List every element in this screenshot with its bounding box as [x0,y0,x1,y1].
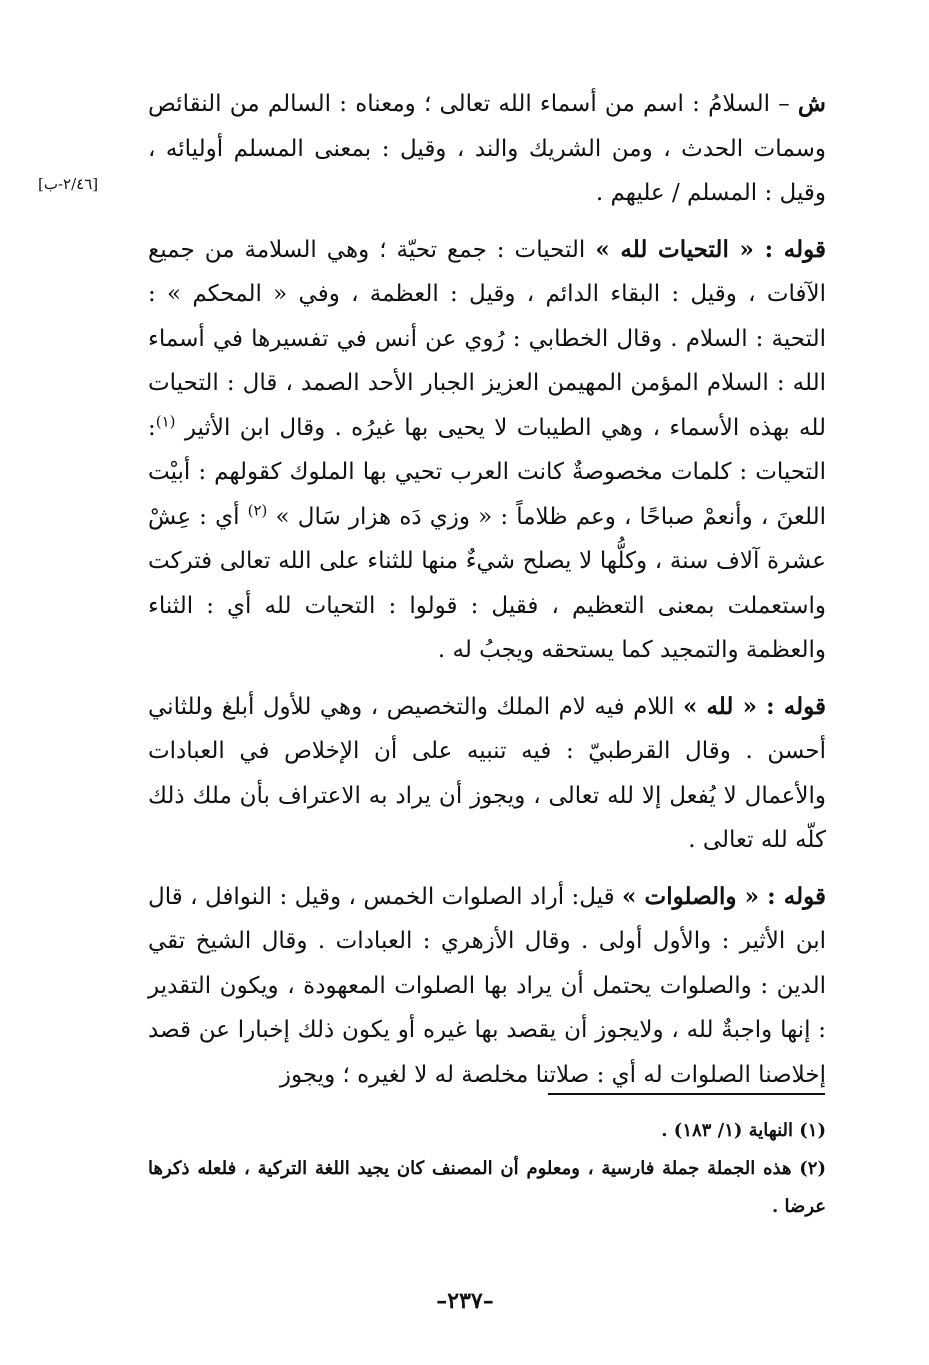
paragraph-body-end: أي : عِشْ عشرة آلاف سنة ، وكلُّها لا يصلح شيءٌ منها للثناء على الله تعالى فتركت واستعملت بمعنى التعظيم ، فقيل : قولوا : التحيات لله أي : الثناء والعظمة والتمجيد كما يستحقه ويجبُ له . [148,503,826,663]
paragraph-lead: ش [797,90,826,117]
paragraph-salam [148,82,826,216]
paragraph-body-continued: : التحيات : كلمات مخصوصةٌ كانت العرب تحيي بها الملوك كقولهم : أبيْت اللعنَ ، وأنعمْ صباحًا ، وعم ظلاماً : « وزي دَه هزار سَال » [148,414,826,530]
footnote-2: (٢) هذه الجملة جملة فارسية ، ومعلوم أن المصنف كان يجيد اللغة التركية ، فلعله ذكرها عرضا . [148,1158,826,1217]
footnote-marker: (١) [155,411,176,430]
paragraph-lead: قوله : « التحيات لله » [595,235,826,263]
footnote-marker: (٢) [247,500,268,519]
paragraph-tahiyyat [148,228,826,673]
paragraph-body: التحيات : جمع تحيّة ؛ وهي السلامة من جميع الآفات ، وقيل : البقاء الدائم ، وقيل : العظمة ، وفي « المحكم » : التحية : السلام . وقال الخطابي : رُوي عن أنس في تفسيرها في أسماء الله : السلام المؤمن المهيمن العزيز الجبار الأحد الصمد ، قال : التحيات لله بهذه الأسماء ، وهي الطيبات لا يحيى بها غيرُه . وقال ابن الأثير [148,236,826,441]
main-text [148,82,826,1097]
paragraph-salawat [148,875,826,1098]
paragraph-lead: قوله : « والصلوات » [622,882,826,910]
paragraph-lillah [148,685,826,863]
paragraph-body: اللام فيه لام الملك والتخصيص ، وهي للأول أبلغ وللثاني أحسن . وقال القرطبيّ : فيه تنبيه على أن الإخلاص في العبادات والأعمال لا يُفعل إلا لله تعالى ، ويجوز أن يراد به الاعتراف بأن ملك ذلك كلّه لله تعالى . [148,693,826,853]
page-number: –٢٣٧– [436,1288,494,1314]
footnotes [148,1112,826,1226]
footnote-1: (١) النهاية (١/ ١٨٣) . [661,1120,826,1141]
footnote-separator [548,1093,825,1095]
paragraph-body: – السلامُ : اسم من أسماء الله تعالى ؛ ومعناه : السالم من النقائص وسمات الحدث ، ومن الشريك والند ، وقيل : بمعنى المسلم أوليائه ، وقيل : المسلم / عليهم . [148,91,826,206]
paragraph-body: قيل: أراد الصلوات الخمس ، وقيل : النوافل ، قال ابن الأثير : والأول أولى . وقال الأزهري : العبادات . وقال الشيخ تقي الدين : والصلوات يحتمل أن يراد بها الصلوات المعهودة ، ويكون التقدير : إنها واجبةٌ لله ، ولايجوز أن يقصد بها غيره أو يكون ذلك إخبارا عن قصد إخلاصنا الصلوات له أي : صلاتنا مخلصة له لا لغيره ؛ ويجوز [148,883,826,1088]
margin-reference: [٢/٤٦-ب] [38,175,99,193]
paragraph-lead: قوله : « لله » [682,692,826,720]
